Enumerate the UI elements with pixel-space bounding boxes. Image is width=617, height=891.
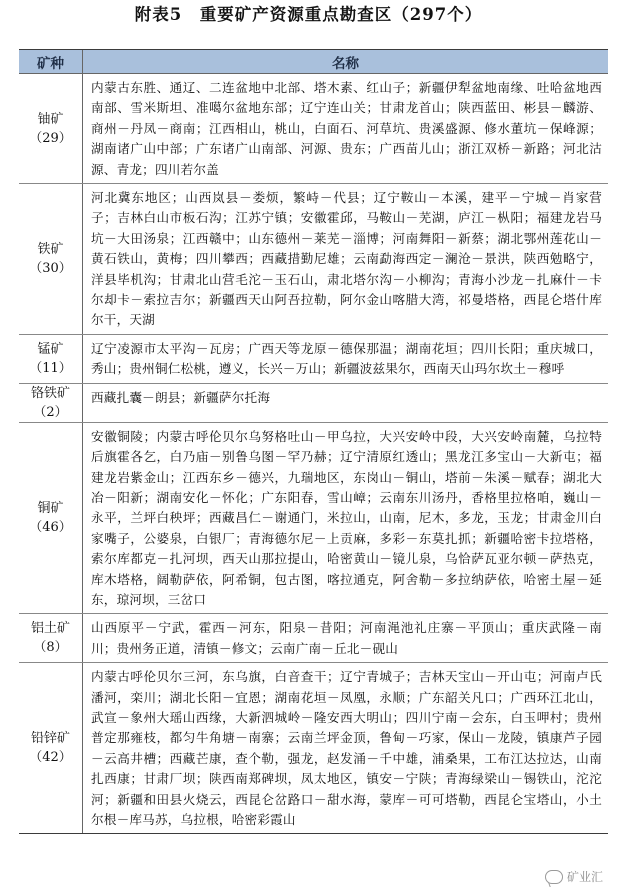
area-list: 内蒙古呼伦贝尔三河，东乌旗，白音查干；辽宁青城子；吉林天宝山－开山屯；河南卢氏潘河，栾川；湖北长阳－宜恩；湖南花垣－凤凰，永顺；广东韶关凡口；广西环江北山，武宣－象州大瑶山西缘，大新泗城岭－隆安西大明山；四川宁南－会东，白玉呷村；贵州普定那雍枝，都匀牛角塘－南寨；云南兰坪金顶，鲁甸－巧家，保山－龙陵，镇康芦子园－云高井槽；西藏芒康，查个勒，强龙，赵发涌－千中雄，浦桑果，工布江达拉达，山南扎西康；甘肃厂坝；陕西南郑碑坝，凤太地区，镇安－宁陕；青海绿梁山－锡铁山，沱沱河；新疆和田县火烧云，西昆仑岔路口－甜水海，蒙库－可可塔勒，西昆仑宝塔山，小土尔根－库马苏，乌拉根，哈密彩霞山 [91,669,602,827]
mineral-count: （11） [29,360,72,376]
table-row-uranium [19,74,608,184]
table-row-bauxite [19,614,608,663]
mineral-count: （42） [29,750,72,766]
mineral-cell [19,614,83,662]
mineral-table [19,49,608,834]
area-list: 河北冀东地区；山西岚县－娄烦，繁峙－代县；辽宁鞍山－本溪，建平－宁城－肖家营子；吉林白山市板石沟；江苏宁镇；安徽霍邱，马鞍山－芜湖，庐江－枞阳；福建龙岩马坑－大田汤泉；江西赣中；山东德州－莱芜－淄博；河南舞阳－新蔡；湖北鄂州莲花山－黄石铁山，黄梅；四川攀西；西藏措勤尼雄；云南勐海西定－澜沧－景洪，陕西勉略宁，洋县毕机沟；甘肃北山营毛沱－玉石山，肃北塔尔沟－小柳沟；青海小沙龙－扎麻什－卡尔却卡－索拉吉尔；新疆西天山阿吾拉勒，阿尔金山喀腊大湾，祁曼塔格，西昆仑塔什库尔干，天湖 [91,190,602,328]
mineral-cell [19,384,83,422]
header-mineral: 矿种 [19,50,83,73]
mineral-label: 铀矿 [37,111,64,127]
mineral-cell [19,184,83,334]
mineral-cell [19,74,83,183]
table-row-iron [19,184,608,335]
watermark [545,868,603,885]
mineral-label: 铁矿 [37,241,64,257]
table-header [19,50,608,74]
area-list: 安徽铜陵；内蒙古呼伦贝尔乌努格吐山－甲乌拉，大兴安岭中段，大兴安岭南麓，乌拉特后旗霍各乞，白乃庙－别鲁乌图－罕乃赫；辽宁清原红透山；黑龙江多宝山－大新屯；福建龙岩紫金山；江西东乡－德兴，九瑞地区，东岗山－铜山，塔前－朱溪－赋春；湖北大冶－阳新；湖南安化－怀化；广东阳春，雪山嶂；云南东川汤丹，香格里拉格咱，巍山－永平，兰坪白秧坪；西藏昌仁－谢通门，米拉山，山南，尼木，多龙，玉龙；甘肃金川白家嘴子，公婆泉，白银厂；青海德尔尼－上贡麻，多彩－东莫扎抓；新疆哈密卡拉塔格，索尔库都克－扎河坝，西天山那拉提山，哈密黄山－镜儿泉，乌恰萨瓦亚尔顿－萨热克，库木塔格，阔勒萨依，阿希铜，包古图，喀拉通克，阿舍勒－多拉纳萨依，哈密土屋－延东，琼河坝，三岔口 [91,428,602,607]
area-list: 辽宁凌源市太平沟－瓦房；广西天等龙原－德保那温；湖南花垣；四川长阳；重庆城口，秀山；贵州铜仁松桃，遵义，长兴－万山；新疆波兹果尔，西南天山玛尔坎土－穆呼 [91,340,602,377]
mineral-count: （8） [33,640,68,656]
table-row-copper [19,423,608,615]
mineral-label: 铬铁矿 [30,385,70,401]
mineral-label: 铝土矿 [30,621,70,637]
table-title: 附表5 重要矿产资源重点勘查区（297个） [134,5,483,24]
mineral-cell [19,423,83,614]
mineral-cell [19,335,83,383]
mineral-count: （2） [33,404,68,420]
header-name: 名称 [332,55,359,72]
chat-bubble-icon [545,870,563,884]
area-list: 山西原平－宁武，霍西－河东，阳泉－昔阳；河南渑池礼庄寨－平顶山；重庆武隆－南川；贵州务正道，清镇－修文；云南广南－丘北－砚山 [91,620,602,656]
watermark-text: 矿业汇 [566,870,603,884]
area-list: 内蒙古东胜、通辽、二连盆地中北部、塔木素、红山子；新疆伊犁盆地南缘、吐哈盆地西南部、雪米斯坦、准噶尔盆地东部；辽宁连山关；甘肃龙首山；陕西蓝田、彬县－麟游、商州－丹凤－商南；江西相山，桃山，白面石、河草坑、贵溪盛源、修水董坑－保峰源；湖南诸广山中部；广东诸广山南部、河源、贵东；广西苗儿山；浙江双桥－新路；河北沽源、青龙；四川若尔盖 [91,80,602,177]
table-row-lead-zinc [19,663,608,834]
table-row-chromite [19,384,608,423]
mineral-label: 铜矿 [37,501,64,517]
area-list: 西藏扎囊－朗县；新疆萨尔托海 [91,389,271,405]
mineral-label: 锰矿 [37,341,64,357]
mineral-count: （46） [29,520,72,536]
mineral-count: （30） [29,260,72,276]
table-row-manganese [19,335,608,384]
mineral-label: 铅锌矿 [30,731,70,747]
mineral-cell [19,663,83,833]
mineral-count: （29） [29,130,72,146]
